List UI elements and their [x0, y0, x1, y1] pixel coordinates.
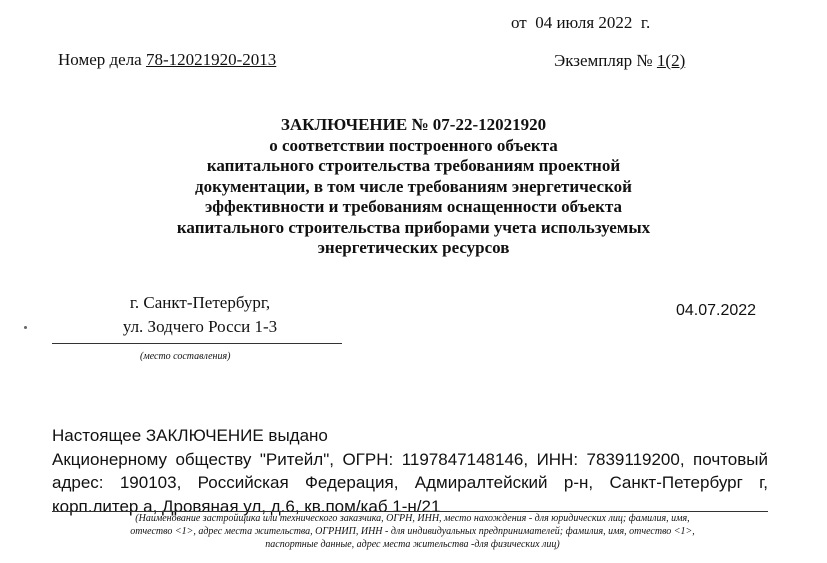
title-line: ЗАКЛЮЧЕНИЕ № 07-22-12021920 — [280, 115, 547, 134]
scan-speck — [24, 326, 27, 329]
caption-line: паспортные данные, адрес места жительства -для физических лиц) — [265, 539, 560, 550]
issued-line: корп.литер а, Дровяная ул, д.6, кв.пом/каб 1-н/21 — [52, 496, 441, 516]
place-caption: (место составления) — [140, 351, 231, 362]
place-underline — [52, 343, 342, 344]
case-label: Номер дела — [58, 50, 142, 69]
title-line: капитального строительства требованиям проектной — [206, 156, 621, 175]
place-address: ул. Зодчего Росси 1-3 — [122, 317, 278, 336]
caption-line: (Наименование застройщика или технического заказчика, ОГРН, ИНН, место нахождения - для юридических лиц; фамилия, имя, — [135, 513, 690, 524]
issued-line: адрес: 190103, Российская Федерация, Адмиралтейский р-н, Санкт-Петербург г, — [52, 473, 768, 492]
copy-number-line — [554, 51, 685, 71]
copy-number: 1 — [656, 51, 666, 70]
title-line: о соответствии построенного объекта — [269, 135, 558, 155]
issued-intro: Настоящее ЗАКЛЮЧЕНИЕ выдано — [52, 426, 328, 445]
issued-line: Акционерному обществу "Ритейл", ОГРН: 1197847148146, ИНН: 7839119200, почтовый — [52, 449, 768, 469]
case-number-line — [58, 50, 276, 70]
issued-to-block — [52, 424, 768, 518]
title-line: документации, в том числе требованиям энергетической — [195, 176, 632, 196]
copy-total: (2) — [665, 51, 686, 70]
title-line: энергетических ресурсов — [317, 238, 510, 257]
conclusion-title — [100, 115, 727, 259]
issued-caption — [40, 512, 785, 551]
document-date: от 04 июля 2022 г. — [511, 13, 651, 32]
title-line: капитального строительства приборами учета используемых — [176, 217, 651, 237]
issue-date: 04.07.2022 — [676, 302, 757, 319]
copy-label: Экземпляр № — [554, 51, 653, 70]
place-of-issue — [100, 291, 300, 339]
place-city: г. Санкт-Петербург, — [129, 293, 271, 312]
title-line: эффективности и требованиям оснащенности объекта — [204, 197, 623, 216]
case-number: 78-12021920-2013 — [145, 50, 277, 69]
caption-line: отчество <1>, адрес места жительства, ОГРНИП, ИНН - для индивидуальных предпринимателей; фамилия, имя, отчество <1>, — [130, 526, 695, 537]
